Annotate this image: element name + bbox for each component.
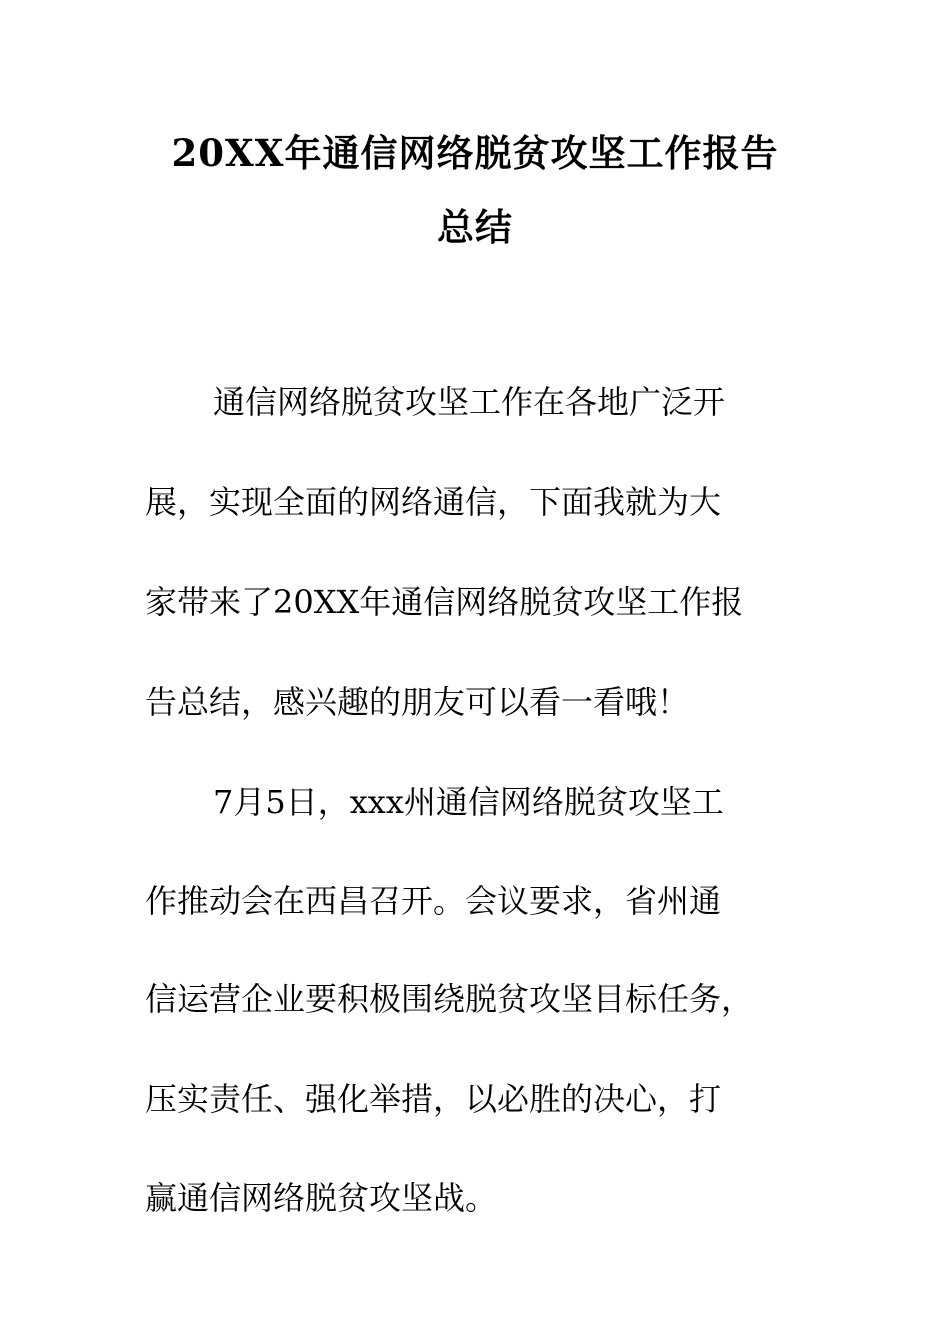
paragraph-1-line-1: 通信网络脱贫攻坚工作在各地广泛开 [213, 383, 726, 421]
paragraph-2-line-2: 作推动会在西昌召开。会议要求，省州通 [145, 882, 722, 920]
paragraph-2-line-1: 7月5日，xxx州通信网络脱贫攻坚工 [213, 783, 724, 821]
paragraph-1-line-3: 家带来了20XX年通信网络脱贫攻坚工作报 [145, 583, 744, 621]
document-title-line-1: 20XX年通信网络脱贫攻坚工作报告 [171, 131, 779, 175]
paragraph-1-line-4: 告总结，感兴趣的朋友可以看一看哦！ [145, 683, 690, 721]
paragraph-2-line-3: 信运营企业要积极围绕脱贫攻坚目标任务， [145, 980, 754, 1018]
document-title-line-2: 总结 [437, 205, 513, 249]
paragraph-1-line-2: 展，实现全面的网络通信，下面我就为大 [145, 483, 722, 521]
paragraph-2-line-4: 压实责任、强化举措，以必胜的决心，打 [145, 1080, 722, 1118]
paragraph-2-line-5: 赢通信网络脱贫攻坚战。 [145, 1179, 498, 1217]
